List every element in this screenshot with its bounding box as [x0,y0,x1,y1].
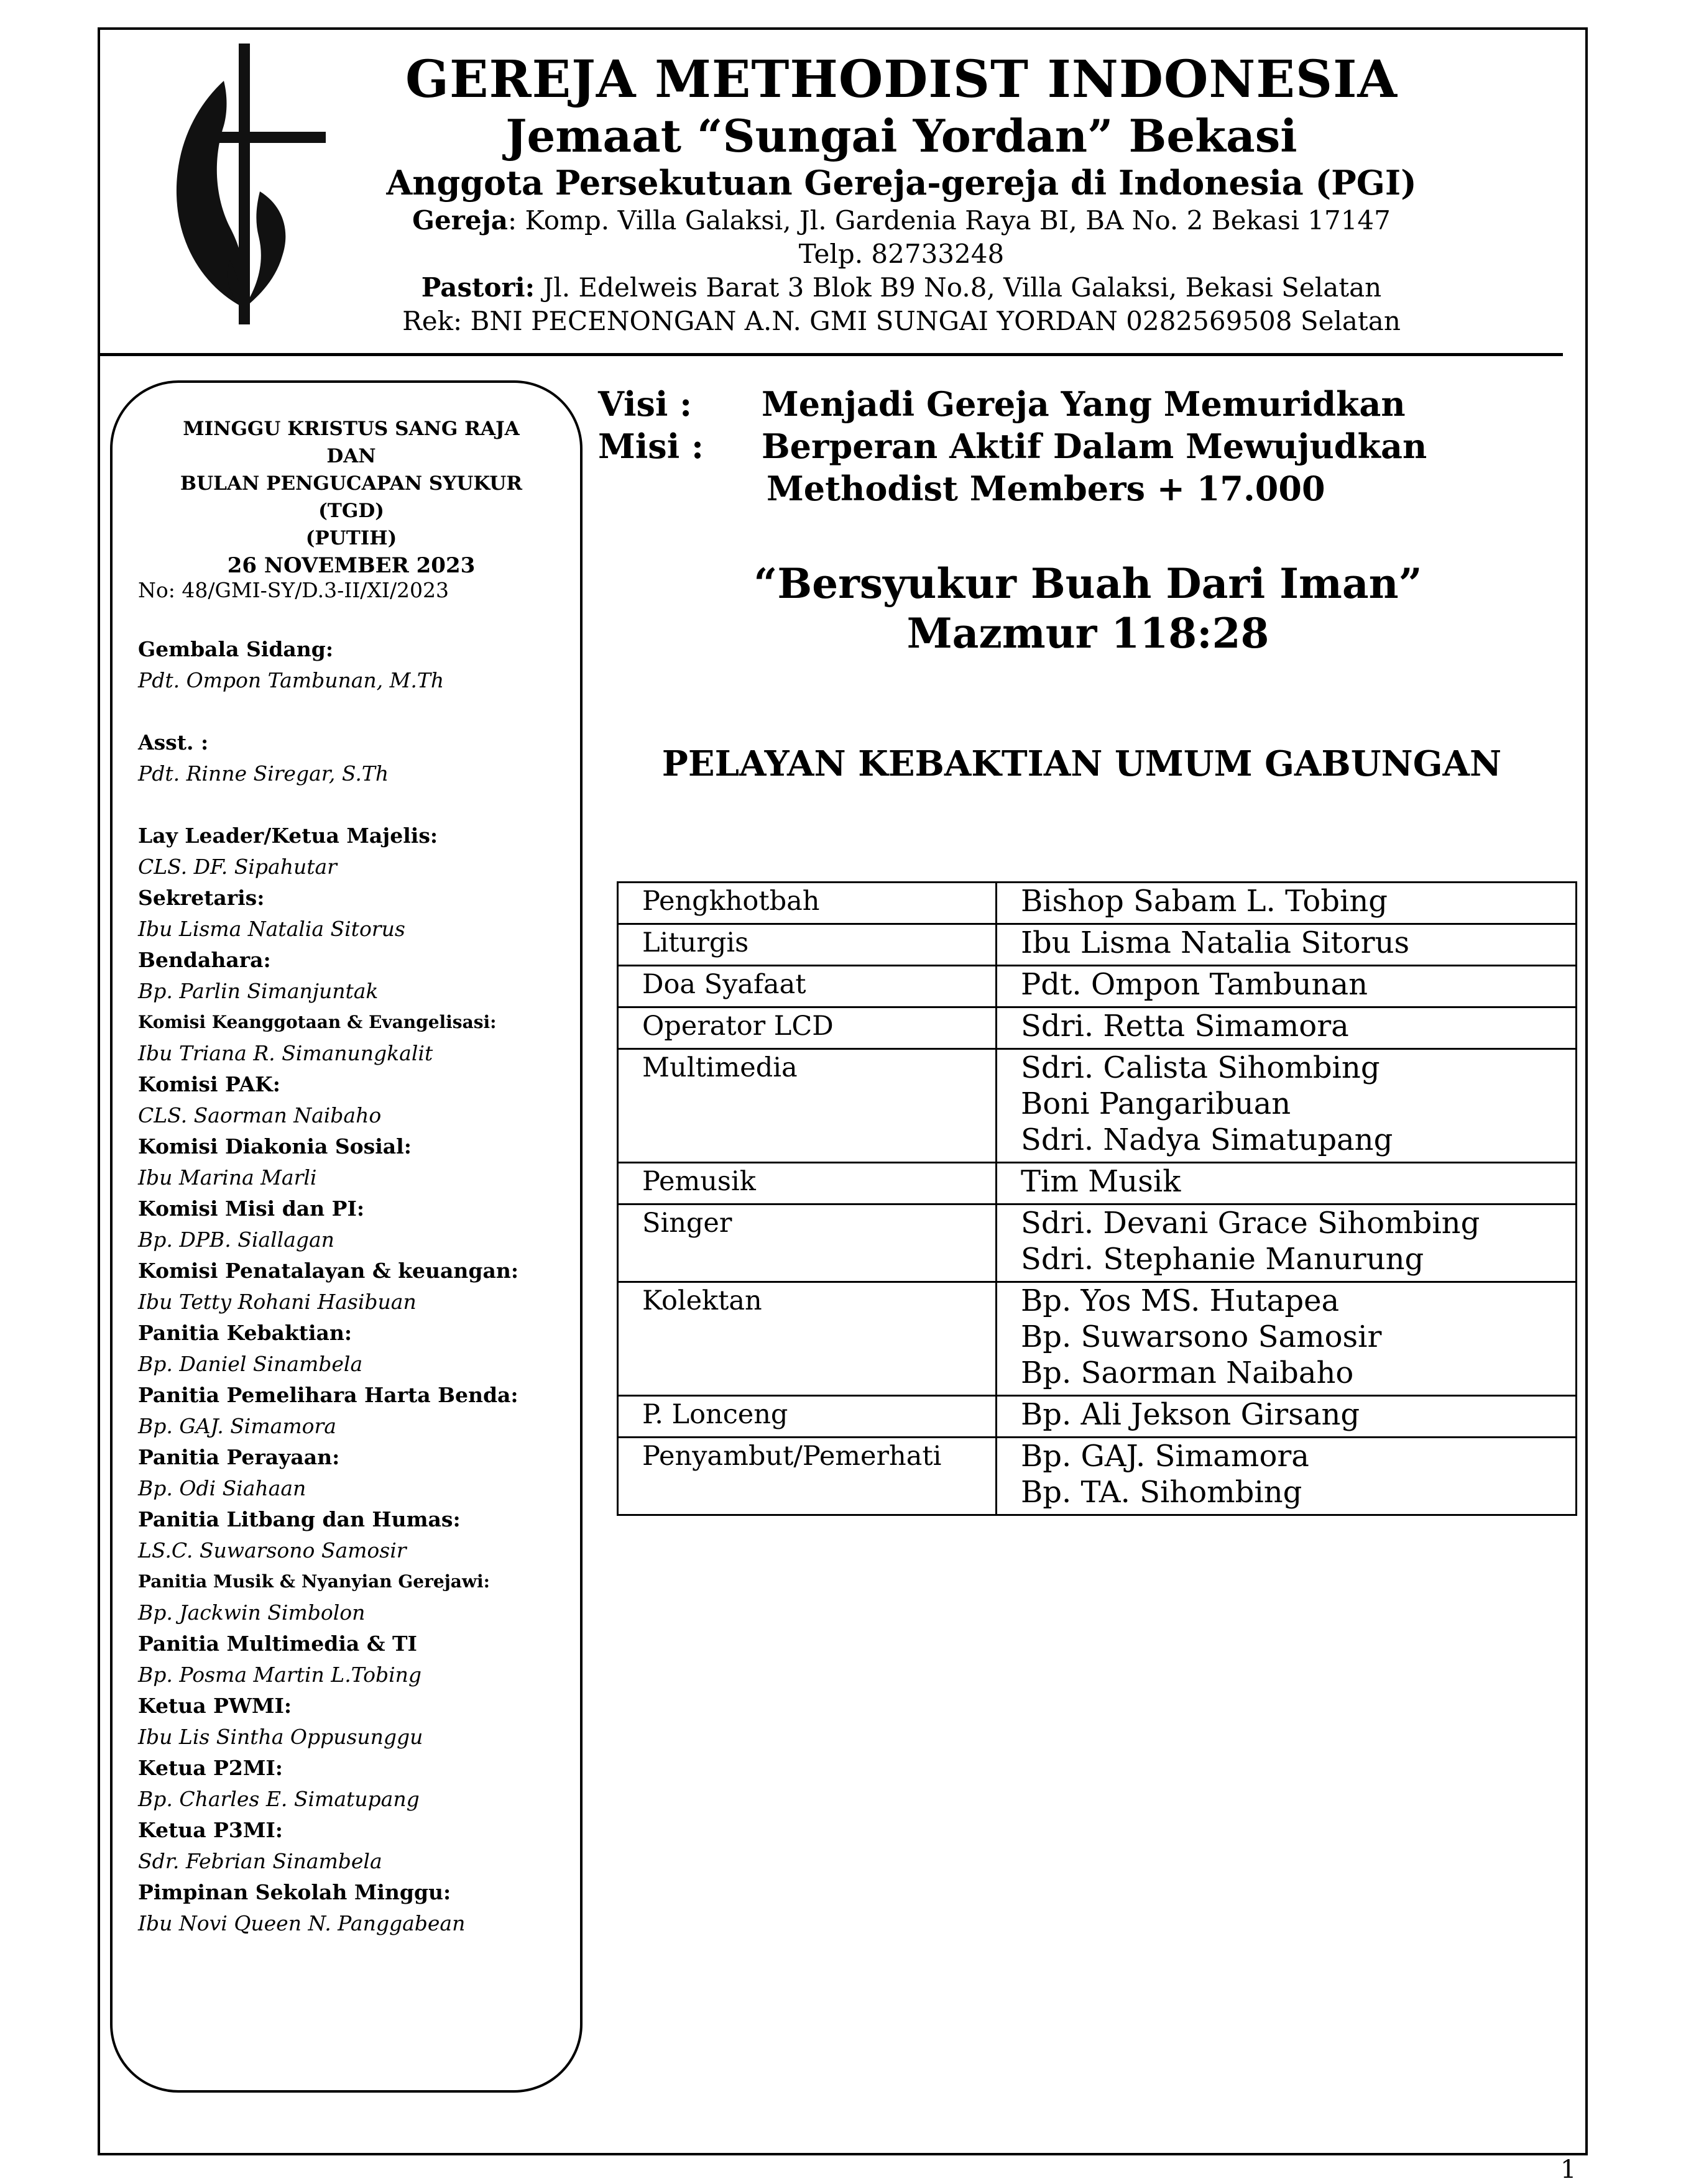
table-row [618,1049,1577,1163]
table-row [618,1007,1577,1049]
officer-role: Ketua P2MI: [138,1756,283,1780]
names-cell [997,1438,1577,1515]
church-name: GEREJA METHODIST INDONESIA [405,50,1398,109]
person-name: Bishop Sabam L. Tobing [1021,884,1388,919]
person-name: Sdri. Stephanie Manurung [1021,1242,1424,1277]
person-name: Bp. GAJ. Simamora [1021,1439,1309,1474]
officer-name: Ibu Lisma Natalia Sitorus [138,917,405,941]
table-row [618,1163,1577,1204]
service-heading: PELAYAN KEBAKTIAN UMUM GABUNGAN [661,743,1502,784]
officer-entry [138,1628,573,1691]
officer-name: Bp. Charles E. Simatupang [138,1787,420,1811]
names-cell [997,1204,1577,1282]
names-cell [997,1163,1577,1204]
names-cell [997,966,1577,1007]
officer-role: Panitia Musik & Nyanyian Gerejawi: [138,1571,490,1592]
officer-name: Bp. Odi Siahaan [138,1476,306,1500]
officer-entry [138,945,573,1007]
names-cell [997,1282,1577,1396]
person-name: Bp. Suwarsono Samosir [1021,1319,1382,1354]
role-cell: Penyambut/Pemerhati [618,1438,997,1515]
names-cell [997,883,1577,924]
officer-role: Panitia Kebaktian: [138,1321,352,1345]
names-cell [997,1049,1577,1163]
role-cell: Singer [618,1204,997,1282]
officer-name: LS.C. Suwarsono Samosir [138,1538,407,1562]
sermon-theme: “Bersyukur Buah Dari Iman” [753,559,1422,608]
phone-line: Telp. 82733248 [798,239,1005,269]
vision-text: Menjadi Gereja Yang Memuridkan [762,384,1406,424]
vision-label: Visi : [598,384,693,424]
congregation-name: Jemaat “Sungai Yordan” Bekasi [505,109,1297,162]
officer-role: Sekretaris: [138,886,265,910]
sidebar-title-line: MINGGU KRISTUS SANG RAJA [183,418,520,440]
officer-entry [138,1815,573,1877]
officer-entry [138,1753,573,1815]
pastori-line [311,272,1492,303]
officer-name: Pdt. Ompon Tambunan, M.Th [138,668,445,692]
role-cell: Pengkhotbah [618,883,997,924]
officer-name: Ibu Tetty Rohani Hasibuan [138,1290,417,1314]
church-address-line [311,205,1492,236]
bulletin-number: No: 48/GMI-SY/D.3-II/XI/2023 [138,578,449,602]
officer-name: Bp. GAJ. Simamora [138,1414,336,1438]
service-date: 26 NOVEMBER 2023 [227,553,476,578]
officer-role: Panitia Perayaan: [138,1445,340,1469]
role-cell: Doa Syafaat [618,966,997,1007]
officer-name: CLS. DF. Sipahutar [138,855,337,879]
mission-text-line2: Methodist Members + 17.000 [767,469,1325,508]
person-name: Sdri. Calista Sihombing [1021,1050,1380,1085]
role-cell: Liturgis [618,924,997,966]
header-divider [98,353,1563,356]
officer-name: Ibu Novi Queen N. Panggabean [138,1911,466,1935]
person-name: Sdri. Nadya Simatupang [1021,1122,1393,1157]
role-cell: Operator LCD [618,1007,997,1049]
person-name: Pdt. Ompon Tambunan [1021,967,1368,1002]
officer-list [138,634,573,1939]
role-cell: Kolektan [618,1282,997,1396]
sidebar-title-line: (PUTIH) [305,527,397,549]
officer-entry [138,1069,573,1131]
officer-entry [138,1691,573,1753]
officer-name: Pdt. Rinne Siregar, S.Th [138,761,389,786]
officer-name: Bp. Parlin Simanjuntak [138,979,379,1003]
officer-role: Ketua PWMI: [138,1694,292,1718]
membership-line: Anggota Persekutuan Gereja-gereja di Indonesia (PGI) [386,163,1417,203]
officer-name: Sdr. Febrian Sinambela [138,1849,382,1873]
person-name: Bp. Ali Jekson Girsang [1021,1397,1360,1432]
role-cell: Pemusik [618,1163,997,1204]
officer-role: Lay Leader/Ketua Majelis: [138,824,438,848]
officer-entry [138,883,573,945]
officer-role: Komisi Misi dan PI: [138,1196,365,1221]
officer-name: CLS. Saorman Naibaho [138,1103,382,1127]
officer-name: Bp. Jackwin Simbolon [138,1600,366,1625]
officer-entry [138,1318,573,1380]
person-name: Bp. TA. Sihombing [1021,1475,1302,1510]
table-row [618,1282,1577,1396]
officer-entry [138,820,573,883]
person-name: Sdri. Devani Grace Sihombing [1021,1206,1480,1241]
officer-role: Komisi PAK: [138,1072,280,1096]
officer-entry [138,1007,573,1069]
role-cell: P. Lonceng [618,1396,997,1438]
names-cell [997,924,1577,966]
church-address: : Komp. Villa Galaksi, Jl. Gardenia Raya BI, BA No. 2 Bekasi 17147 [508,205,1391,236]
person-name: Bp. Saorman Naibaho [1021,1356,1354,1390]
officer-role: Gembala Sidang: [138,637,334,661]
officer-entry [138,727,573,789]
officer-name: Ibu Marina Marli [138,1165,317,1190]
person-name: Boni Pangaribuan [1021,1086,1291,1121]
officer-entry [138,1442,573,1504]
scripture-reference: Mazmur 118:28 [906,609,1269,658]
officer-role: Komisi Keanggotaan & Evangelisasi: [138,1012,497,1032]
officer-entry [138,1380,573,1442]
officer-name: Ibu Lis Sintha Oppusunggu [138,1725,423,1749]
page-number: 1 [1560,2155,1577,2184]
officer-role: Panitia Pemelihara Harta Benda: [138,1383,518,1407]
officer-role: Panitia Multimedia & TI [138,1631,417,1656]
person-name: Bp. Yos MS. Hutapea [1021,1283,1340,1318]
officer-role: Pimpinan Sekolah Minggu: [138,1880,451,1904]
officer-entry [138,1504,573,1566]
names-cell [997,1396,1577,1438]
officer-role: Komisi Diakonia Sosial: [138,1134,412,1159]
names-cell [997,1007,1577,1049]
role-cell: Multimedia [618,1049,997,1163]
person-name: Sdri. Retta Simamora [1021,1009,1349,1044]
table-row [618,883,1577,924]
service-roster-table [617,881,1577,1516]
officer-role: Ketua P3MI: [138,1818,283,1842]
bank-account-line: Rek: BNI PECENONGAN A.N. GMI SUNGAI YORDAN 0282569508 Selatan [402,306,1401,336]
officer-entry [138,1193,573,1255]
cross-and-flame-logo [149,39,336,329]
mission-text-line1: Berperan Aktif Dalam Mewujudkan [762,426,1427,466]
sidebar-title-line: DAN [326,445,376,467]
officer-role: Komisi Penatalayan & keuangan: [138,1259,519,1283]
officer-role: Bendahara: [138,948,271,972]
officer-name: Ibu Triana R. Simanungkalit [138,1041,433,1065]
church-label: Gereja [412,205,508,236]
officer-role: Asst. : [138,730,209,755]
sidebar-title-line: (TGD) [318,500,384,522]
officer-entry [138,634,573,696]
pastori-address: Jl. Edelweis Barat 3 Blok B9 No.8, Villa Galaksi, Bekasi Selatan [535,272,1382,303]
officer-entry [138,1566,573,1628]
officer-entry [138,1877,573,1939]
table-row [618,1438,1577,1515]
pastori-label: Pastori: [421,272,535,303]
sidebar-title-line: BULAN PENGUCAPAN SYUKUR [180,472,523,495]
officer-entry [138,1131,573,1193]
table-row [618,966,1577,1007]
mission-label: Misi : [598,426,704,466]
table-row [618,924,1577,966]
person-name: Tim Musik [1021,1164,1181,1199]
officer-role: Panitia Litbang dan Humas: [138,1507,461,1531]
officer-name: Bp. DPB. Siallagan [138,1227,334,1252]
table-row [618,1396,1577,1438]
person-name: Ibu Lisma Natalia Sitorus [1021,925,1410,960]
table-row [618,1204,1577,1282]
officer-name: Bp. Posma Martin L.Tobing [138,1663,422,1687]
officer-entry [138,1255,573,1318]
officer-name: Bp. Daniel Sinambela [138,1352,363,1376]
